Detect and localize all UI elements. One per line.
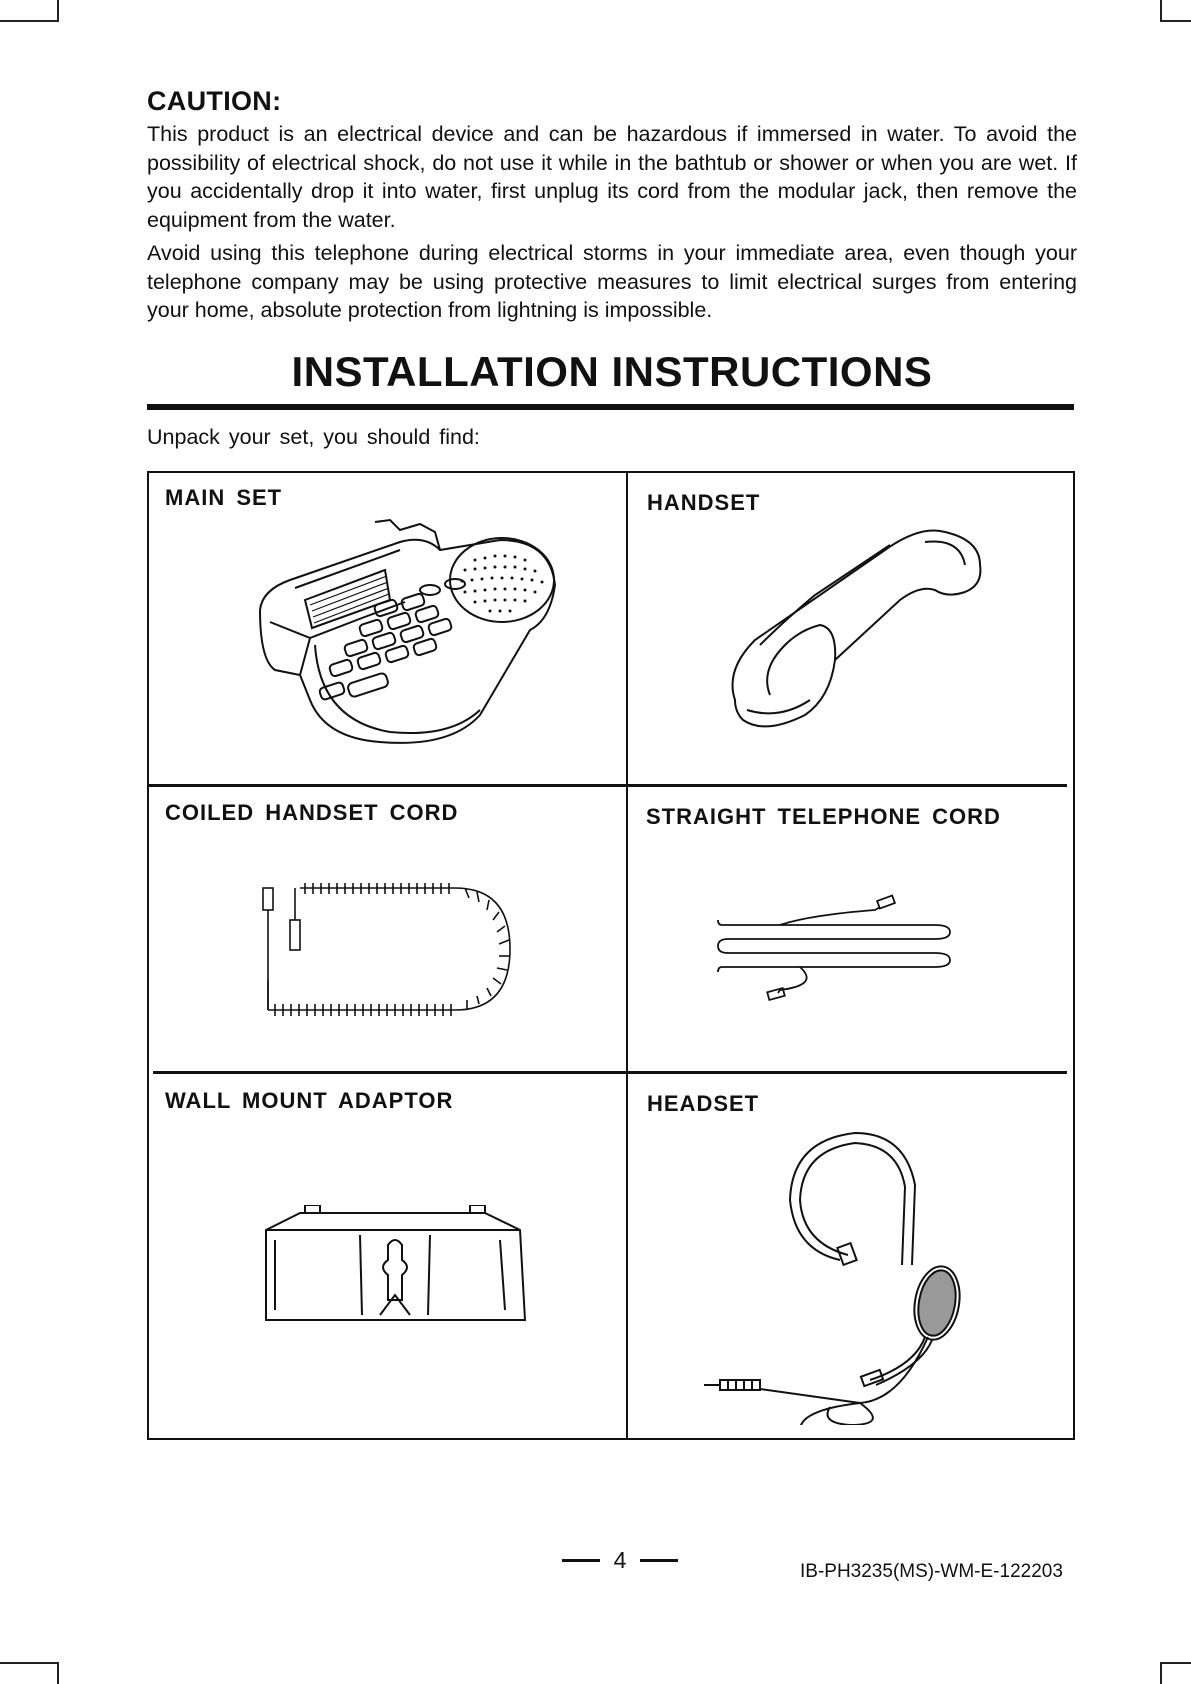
crop-mark xyxy=(1160,20,1191,22)
crop-mark xyxy=(0,1662,59,1664)
crop-mark xyxy=(57,1662,59,1684)
document-code: IB-PH3235(MS)-WM-E-122203 xyxy=(800,1561,1063,1582)
headset-icon xyxy=(700,1125,990,1425)
page-number: 4 xyxy=(613,1546,627,1573)
page-title: INSTALLATION INSTRUCTIONS xyxy=(291,348,933,395)
crop-mark xyxy=(1160,1662,1162,1684)
crop-mark xyxy=(0,20,59,22)
crop-mark xyxy=(1160,1662,1191,1664)
unpack-intro: Unpack your set, you should find: xyxy=(147,425,480,449)
crop-mark xyxy=(1160,0,1162,22)
straight-cord-icon xyxy=(710,890,970,1005)
title-divider xyxy=(147,404,1074,410)
item-label-coiled-cord: COILED HANDSET CORD xyxy=(165,800,459,825)
coiled-cord-icon xyxy=(255,880,525,1025)
item-label-straight-cord: STRAIGHT TELEPHONE CORD xyxy=(646,804,1001,829)
grid-divider xyxy=(153,1071,1067,1074)
item-label-handset: HANDSET xyxy=(647,490,761,515)
caution-paragraph-water: This product is an electrical device and can be hazardous if immersed in water. To avoid the possibility of electrical shock, do not use it while in the bathtub or shower or when you are wet. If you accidentally drop it into water, first unplug its cord from the modular jack, then remove the equipment from the water. xyxy=(147,122,1077,232)
telephone-base-icon xyxy=(250,510,570,750)
caution-heading: CAUTION: xyxy=(147,86,282,116)
wall-adaptor-icon xyxy=(260,1205,530,1330)
item-label-main-set: MAIN SET xyxy=(165,485,283,510)
grid-divider xyxy=(626,471,628,1440)
page-dash-left xyxy=(562,1559,600,1562)
page-number-block xyxy=(555,1545,685,1575)
page-dash-right xyxy=(640,1559,678,1562)
crop-mark xyxy=(57,0,59,22)
handset-icon xyxy=(725,520,995,740)
item-label-wall-adaptor: WALL MOUNT ADAPTOR xyxy=(165,1088,454,1113)
item-label-headset: HEADSET xyxy=(647,1091,760,1116)
grid-divider xyxy=(149,784,1067,787)
caution-paragraph-storms: Avoid using this telephone during electrical storms in your immediate area, even though your telephone company may be using protective measures to limit electrical surges from entering your home, absolute protection from lightning is impossible. xyxy=(147,241,1077,322)
